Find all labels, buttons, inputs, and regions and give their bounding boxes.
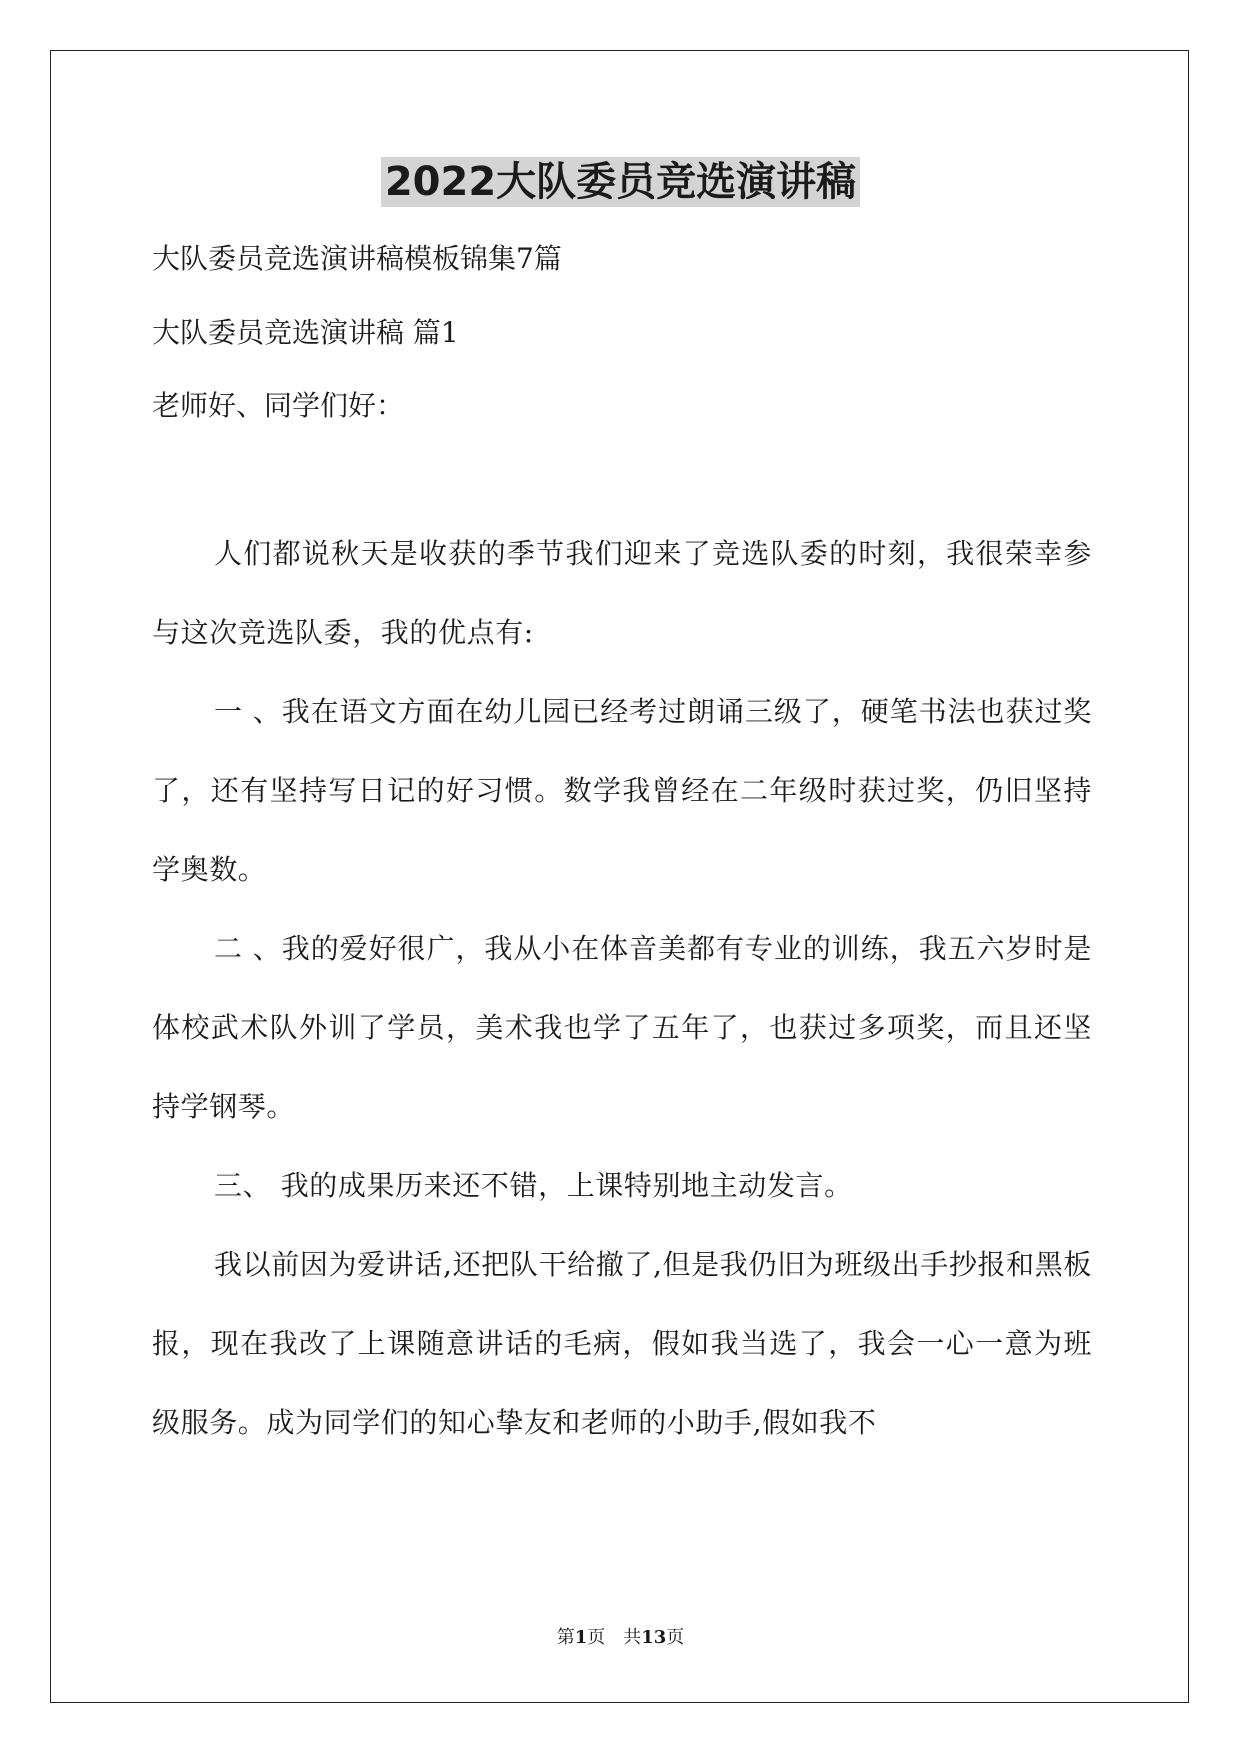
page-middle: 页 共	[587, 1627, 642, 1648]
page-footer	[0, 1625, 1241, 1651]
paragraph: 我以前因为爱讲话,还把队干给撤了,但是我仍旧为班级出手抄报和黑板报，现在我改了上课随意讲话的毛病，假如我当选了，我会一心一意为班级服务。成为同学们的知心挚友和老师的小助手,假如我不	[152, 1248, 1092, 1439]
current-page-number: 1	[574, 1627, 588, 1648]
paragraph: 二 、我的爱好很广，我从小在体音美都有专业的训练，我五六岁时是体校武术队外训了学员，美术我也学了五年了，也获过多项奖，而且还坚持学钢琴。	[152, 932, 1092, 1123]
title-text: 2022大队委员竞选演讲稿	[381, 157, 860, 207]
body-text	[152, 514, 1092, 1462]
greeting: 老师好、同学们好：	[152, 389, 405, 422]
paragraph: 人们都说秋天是收获的季节我们迎来了竞选队委的时刻，我很荣幸参与这次竞选队委，我的优点有:	[152, 537, 1092, 649]
section-heading: 大队委员竞选演讲稿 篇1	[152, 316, 459, 349]
paragraph: 一 、我在语文方面在幼儿园已经考过朗诵三级了，硬笔书法也获过奖了，还有坚持写日记的好习惯。数学我曾经在二年级时获过奖，仍旧坚持学奥数。	[152, 695, 1092, 886]
page-suffix: 页	[666, 1627, 685, 1648]
page-prefix: 第	[556, 1627, 575, 1648]
paragraph: 三、 我的成果历来还不错，上课特别地主动发言。	[214, 1169, 853, 1202]
subtitle: 大队委员竞选演讲稿模板锦集7篇	[152, 242, 562, 275]
document-title	[0, 152, 1241, 212]
total-page-number: 13	[641, 1627, 667, 1648]
